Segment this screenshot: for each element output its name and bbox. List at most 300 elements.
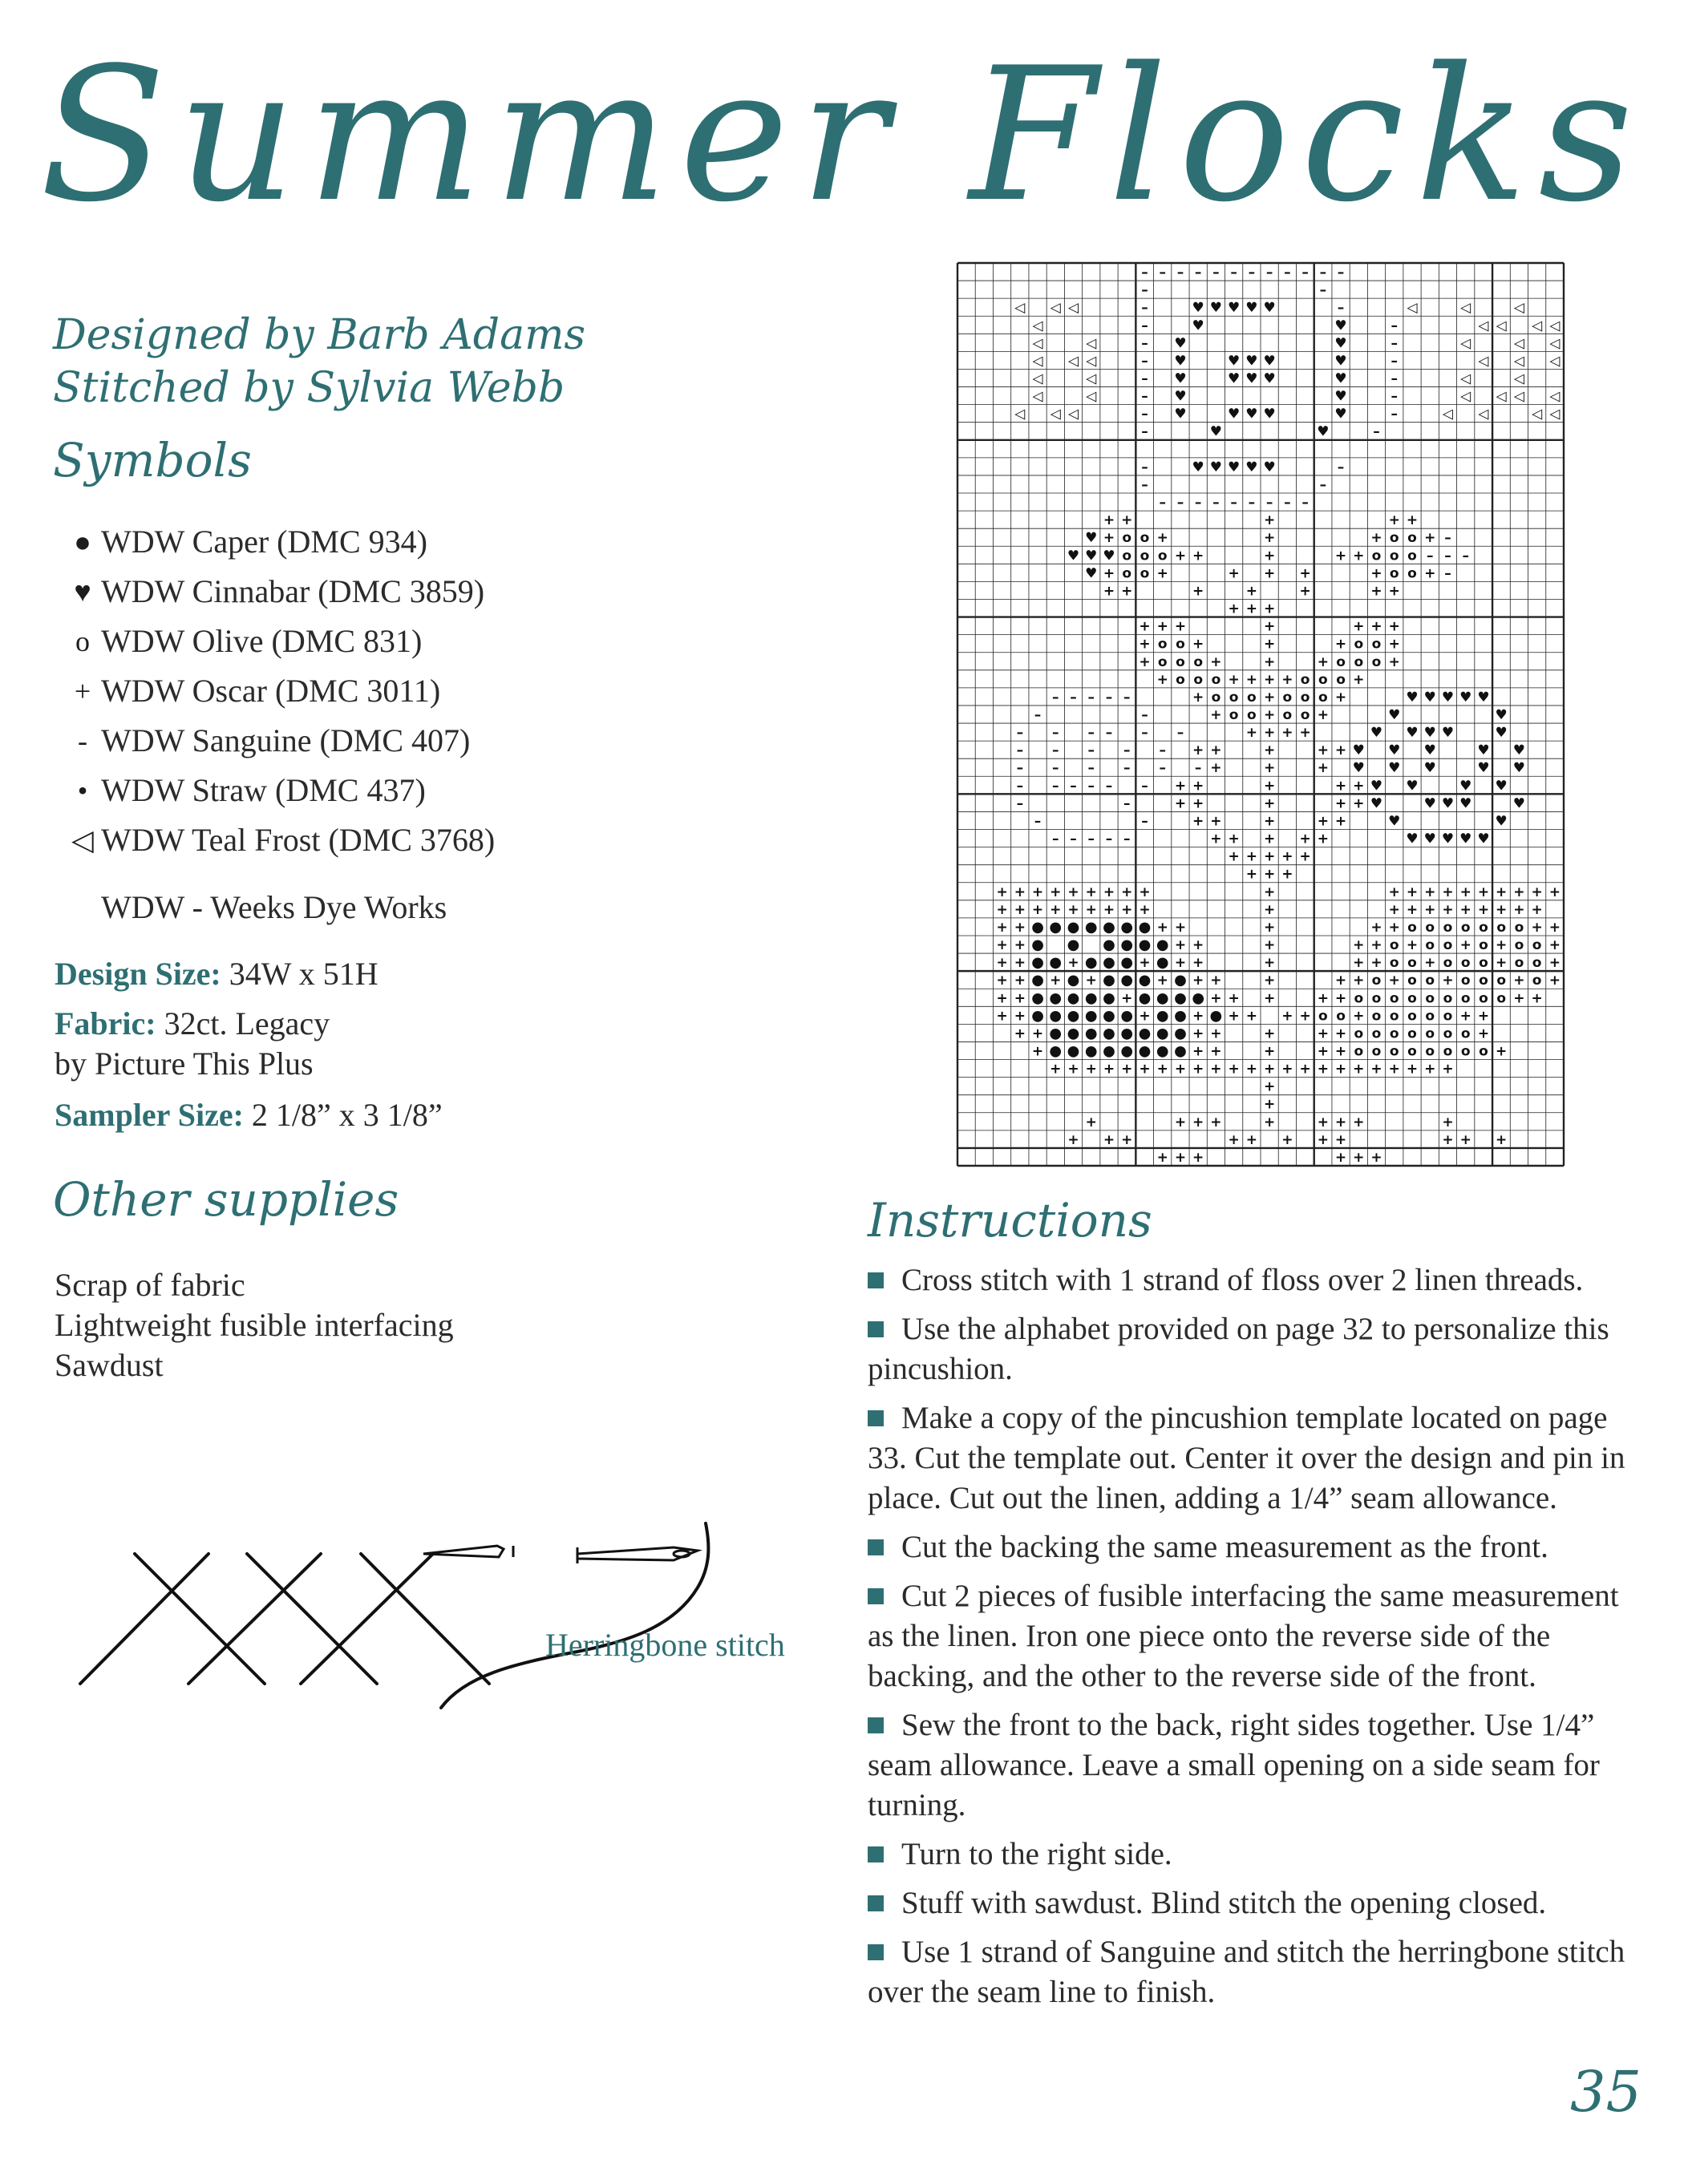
oscar-stitch: + <box>1263 973 1276 989</box>
oscar-stitch: + <box>1050 901 1062 918</box>
square-bullet-icon <box>868 1539 884 1555</box>
olive-stitch: o <box>1247 689 1257 706</box>
cinnabar-stitch: ♥ <box>1423 725 1436 742</box>
caper-stitch: ● <box>1120 1042 1134 1060</box>
caper-stitch: ● <box>1103 936 1115 954</box>
cinnabar-stitch: ♥ <box>1174 335 1187 352</box>
olive-stitch: o <box>1407 973 1417 989</box>
sanguine-stitch: – <box>1159 265 1166 281</box>
cinnabar-stitch: ♥ <box>1423 760 1436 777</box>
oscar-stitch: + <box>1388 919 1400 936</box>
olive-stitch: o <box>1389 955 1399 972</box>
olive-stitch: o <box>1371 1008 1382 1025</box>
stitch-line <box>188 1554 321 1684</box>
olive-stitch: o <box>1140 548 1150 564</box>
oscar-stitch: + <box>1442 1131 1454 1148</box>
oscar-stitch: + <box>1067 1131 1079 1148</box>
oscar-stitch: + <box>1192 583 1204 600</box>
oscar-stitch: + <box>1459 1131 1471 1148</box>
teal-frost-stitch: ◁ <box>1032 370 1043 387</box>
teal-frost-stitch: ◁ <box>1086 370 1097 387</box>
caper-stitch: ● <box>1138 1025 1152 1042</box>
olive-stitch: o <box>1247 707 1257 723</box>
oscar-stitch: + <box>1334 1061 1347 1078</box>
oscar-stitch: + <box>1085 901 1097 918</box>
olive-stitch: o <box>1496 973 1507 989</box>
oscar-stitch: + <box>1263 725 1276 742</box>
oscar-stitch: + <box>1156 973 1168 989</box>
cinnabar-stitch: ♥ <box>1245 459 1258 475</box>
sanguine-stitch: – <box>1123 831 1131 847</box>
caper-stitch: ● <box>1084 954 1098 972</box>
olive-stitch: o <box>1371 636 1382 653</box>
symbol-label: WDW Olive (DMC 831) <box>101 623 423 659</box>
teal-frost-stitch: ◁ <box>1407 300 1418 317</box>
symbol-item <box>64 716 495 766</box>
oscar-stitch: + <box>1388 618 1400 635</box>
oscar-stitch: + <box>1370 919 1382 936</box>
square-bullet-icon <box>868 1272 884 1288</box>
oscar-stitch: + <box>1103 901 1115 918</box>
oscar-stitch: + <box>1139 901 1151 918</box>
oscar-stitch: + <box>1192 1149 1204 1166</box>
sanguine-stitch: – <box>1034 707 1042 723</box>
oscar-stitch: + <box>1263 1025 1276 1042</box>
caper-stitch: ● <box>1156 1042 1169 1060</box>
sanguine-stitch: – <box>1123 760 1131 777</box>
teal-frost-stitch: ◁ <box>1460 335 1471 352</box>
oscar-stitch: + <box>1496 955 1508 972</box>
cinnabar-stitch: ♥ <box>1174 388 1187 405</box>
sanguine-stitch: – <box>1087 689 1095 706</box>
olive-stitch: o <box>1425 1025 1435 1042</box>
cinnabar-stitch: ♥ <box>1388 707 1401 723</box>
oscar-stitch: + <box>1192 1043 1204 1060</box>
cinnabar-stitch: ♥ <box>1406 725 1419 742</box>
caper-stitch: ● <box>1156 1025 1169 1042</box>
oscar-stitch: + <box>1174 1061 1187 1078</box>
oscar-stitch: + <box>1548 937 1561 954</box>
olive-stitch: o <box>1532 955 1542 972</box>
caper-stitch: ● <box>1031 1007 1044 1025</box>
caper-stitch: ● <box>1031 936 1044 954</box>
cinnabar-stitch: ♥ <box>1085 530 1098 547</box>
cinnabar-stitch: ♥ <box>1406 778 1419 795</box>
instruction-item: Cut the backing the same measurement as the front. <box>868 1527 1646 1567</box>
caper-stitch: ● <box>1049 1007 1063 1025</box>
needle-icon <box>577 1547 698 1563</box>
sanguine-stitch: – <box>1141 423 1148 440</box>
oscar-stitch: + <box>1513 990 1525 1007</box>
teal-frost-stitch: ◁ <box>1050 300 1061 317</box>
oscar-stitch: + <box>1210 813 1222 830</box>
olive-stitch: o <box>1211 671 1221 688</box>
olive-stitch: o <box>1193 653 1204 670</box>
cinnabar-stitch: ♥ <box>1441 725 1455 742</box>
oscar-stitch: + <box>1353 548 1365 564</box>
oscar-stitch: + <box>1424 1061 1436 1078</box>
cinnabar-stitch: ♥ <box>1245 300 1258 317</box>
caper-stitch: ● <box>1120 1007 1134 1025</box>
oscar-stitch: + <box>1031 1025 1044 1042</box>
olive-stitch: o <box>1460 990 1471 1007</box>
sanguine-stitch: – <box>1391 406 1399 423</box>
oscar-stitch: + <box>1370 1149 1382 1166</box>
cinnabar-stitch: ♥ <box>1459 831 1472 847</box>
caper-stitch: ● <box>1049 918 1063 936</box>
olive-stitch: o <box>1122 530 1132 547</box>
cinnabar-stitch: ♥ <box>1512 760 1526 777</box>
olive-stitch: o <box>1318 689 1328 706</box>
sanguine-stitch: – <box>1391 317 1399 334</box>
oscar-stitch: + <box>1353 937 1365 954</box>
oscar-stitch: + <box>1210 1025 1222 1042</box>
cinnabar-stitch: ♥ <box>1192 459 1204 475</box>
oscar-stitch: + <box>996 901 1008 918</box>
sanguine-stitch: – <box>1265 495 1273 512</box>
oscar-stitch: + <box>1192 689 1204 706</box>
oscar-stitch: + <box>1014 884 1026 900</box>
sanguine-stitch: – <box>1194 495 1202 512</box>
oscar-stitch: + <box>1263 707 1276 723</box>
teal-frost-stitch: ◁ <box>1067 300 1079 317</box>
olive-stitch: o <box>1479 1043 1488 1060</box>
oscar-stitch: + <box>1513 901 1525 918</box>
oscar-stitch: + <box>1496 884 1508 900</box>
sanguine-stitch: – <box>1301 265 1309 281</box>
oscar-stitch: + <box>1263 1096 1276 1113</box>
cinnabar-stitch: ♥ <box>1245 406 1258 423</box>
oscar-stitch: + <box>1031 884 1044 900</box>
oscar-stitch: + <box>1388 636 1400 653</box>
oscar-stitch: + <box>1263 548 1276 564</box>
oscar-stitch: + <box>1210 973 1222 989</box>
oscar-stitch: + <box>1210 1114 1222 1130</box>
olive-stitch: o <box>1354 1043 1364 1060</box>
oscar-stitch: + <box>1299 831 1311 847</box>
caper-stitch: ● <box>1084 918 1098 936</box>
caper-stitch: ● <box>1138 1042 1152 1060</box>
oscar-stitch: + <box>1050 1061 1062 1078</box>
sanguine-stitch: – <box>1070 689 1077 706</box>
oscar-stitch: + <box>1192 778 1204 795</box>
symbol-label: WDW Caper (DMC 934) <box>101 524 427 560</box>
oscar-stitch: + <box>1192 742 1204 759</box>
oscar-stitch: + <box>1334 973 1347 989</box>
sanguine-stitch: – <box>1337 300 1345 317</box>
cinnabar-stitch: ♥ <box>1209 459 1223 475</box>
oscar-stitch: + <box>1317 831 1329 847</box>
oscar-stitch: + <box>1014 919 1026 936</box>
page-title: Summer Flocks <box>39 29 1645 243</box>
cinnabar-stitch: ♥ <box>1228 370 1241 387</box>
caper-stitch: ● <box>1067 936 1080 954</box>
fabric-value: 32ct. Legacy <box>164 1005 330 1041</box>
oscar-stitch: + <box>1210 831 1222 847</box>
design-size <box>55 954 378 994</box>
supplies-list <box>55 1265 454 1385</box>
olive-stitch: o <box>1443 937 1453 954</box>
square-bullet-icon <box>868 1321 884 1337</box>
oscar-stitch: + <box>1210 1043 1222 1060</box>
stitch-line <box>301 1554 433 1684</box>
oscar-stitch: + <box>1353 955 1365 972</box>
oscar-stitch: + <box>1370 618 1382 635</box>
sanguine-stitch: – <box>1141 353 1148 370</box>
olive-stitch: o <box>1140 530 1150 547</box>
olive-stitch: o <box>1496 919 1507 936</box>
sanguine-stitch: – <box>1052 760 1059 777</box>
oscar-stitch: + <box>1370 530 1382 547</box>
teal-frost-stitch: ◁ <box>1478 317 1489 334</box>
caper-stitch: ● <box>1156 936 1169 954</box>
olive-stitch: o <box>1460 1043 1471 1060</box>
square-bullet-icon <box>868 1895 884 1911</box>
sanguine-stitch: – <box>1052 831 1059 847</box>
cinnabar-stitch: ♥ <box>1477 760 1490 777</box>
olive-stitch: o <box>1443 955 1453 972</box>
oscar-stitch: + <box>1014 955 1026 972</box>
cinnabar-stitch: ♥ <box>1263 353 1276 370</box>
oscar-stitch: + <box>1388 653 1400 670</box>
sanguine-stitch: – <box>1016 725 1024 742</box>
cinnabar-stitch: ♥ <box>1388 742 1401 759</box>
oscar-stitch: + <box>1424 884 1436 900</box>
caper-stitch: ● <box>1120 936 1134 954</box>
teal-frost-stitch: ◁ <box>1032 317 1043 334</box>
oscar-stitch: + <box>1263 742 1276 759</box>
caper-stitch: ● <box>1156 954 1169 972</box>
cinnabar-stitch: ♥ <box>1067 548 1080 564</box>
caper-stitch: ● <box>1192 989 1205 1007</box>
caper-stitch: ● <box>1174 989 1187 1007</box>
teal-frost-stitch: ◁ <box>1478 353 1489 370</box>
olive-stitch: o <box>1157 636 1168 653</box>
sanguine-stitch: – <box>1373 423 1380 440</box>
oscar-stitch: + <box>1050 884 1062 900</box>
oscar-stitch: + <box>1496 1043 1508 1060</box>
olive-stitch: o <box>1407 919 1417 936</box>
sanguine-stitch: – <box>1159 495 1166 512</box>
cinnabar-stitch: ♥ <box>1192 317 1204 334</box>
instruction-item: Turn to the right side. <box>868 1834 1646 1875</box>
oscar-stitch: + <box>1406 512 1419 529</box>
caper-stitch: ● <box>1138 936 1152 954</box>
sanguine-stitch: – <box>1016 795 1024 812</box>
oscar-stitch: + <box>1245 671 1258 688</box>
stitch-line <box>80 1554 208 1684</box>
oscar-stitch: + <box>1210 653 1222 670</box>
cinnabar-stitch: ♥ <box>1370 778 1383 795</box>
olive-stitch: o <box>1460 955 1471 972</box>
teal-frost-stitch: ◁ <box>1478 406 1489 423</box>
oscar-stitch: + <box>1334 548 1347 564</box>
sanguine-stitch: – <box>1230 495 1237 512</box>
sampler-size-label: Sampler Size: <box>55 1097 244 1133</box>
oscar-stitch: + <box>1210 1061 1222 1078</box>
oscar-stitch: + <box>1103 1131 1115 1148</box>
olive-stitch: o <box>1371 1025 1382 1042</box>
oscar-stitch: + <box>1548 955 1561 972</box>
wdw-note: WDW - Weeks Dye Works <box>101 889 447 925</box>
olive-stitch: o <box>1211 689 1221 706</box>
oscar-stitch: + <box>1156 530 1168 547</box>
oscar-stitch: + <box>1317 813 1329 830</box>
cinnabar-stitch: ♥ <box>1263 300 1276 317</box>
oscar-stitch: + <box>1228 1008 1240 1025</box>
caper-stitch: ● <box>1209 1007 1223 1025</box>
instruction-item: Cross stitch with 1 strand of floss over 2 linen threads. <box>868 1260 1646 1300</box>
olive-stitch: o <box>1407 530 1417 547</box>
instruction-item: Stuff with sawdust. Blind stitch the opening closed. <box>868 1883 1646 1923</box>
sanguine-stitch: – <box>1141 335 1148 352</box>
oscar-stitch: + <box>1281 1061 1293 1078</box>
cinnabar-stitch: ♥ <box>1085 548 1098 564</box>
cinnabar-stitch: ♥ <box>1209 423 1223 440</box>
teal-frost-stitch: ◁ <box>1014 300 1026 317</box>
oscar-stitch: + <box>1317 1114 1329 1130</box>
oscar-stitch: + <box>1263 1061 1276 1078</box>
cinnabar-stitch: ♥ <box>1103 548 1115 564</box>
oscar-stitch: + <box>1228 831 1240 847</box>
cinnabar-stitch: ♥ <box>1495 707 1508 723</box>
sanguine-stitch: – <box>1444 530 1451 547</box>
stitch-line <box>361 1554 489 1684</box>
sanguine-stitch: – <box>1230 265 1237 281</box>
oscar-stitch: + <box>996 973 1008 989</box>
olive-stitch: o <box>1407 548 1417 564</box>
caper-stitch: ● <box>1103 972 1115 989</box>
oscar-stitch: + <box>1174 1149 1187 1166</box>
oscar-stitch: + <box>1192 937 1204 954</box>
caper-stitch: ● <box>1120 954 1134 972</box>
sanguine-stitch: – <box>1284 265 1291 281</box>
oscar-stitch: + <box>1121 1131 1133 1148</box>
sanguine-stitch: – <box>1052 725 1059 742</box>
oscar-stitch: + <box>1014 1008 1026 1025</box>
page-number: 35 <box>1570 2059 1642 2125</box>
olive-stitch: o <box>1460 919 1471 936</box>
teal-frost-stitch: ◁ <box>1513 370 1524 387</box>
olive-stitch: o <box>1371 548 1382 564</box>
cinnabar-stitch: ♥ <box>1334 317 1347 334</box>
olive-stitch: o <box>1193 671 1204 688</box>
oscar-plus-icon: + <box>74 675 91 707</box>
cinnabar-stitch: ♥ <box>1334 353 1347 370</box>
cinnabar-stitch: ♥ <box>1370 725 1383 742</box>
olive-stitch: o <box>1389 565 1399 582</box>
oscar-stitch: + <box>1121 990 1133 1007</box>
oscar-stitch: + <box>1442 884 1454 900</box>
sanguine-stitch: – <box>1176 725 1184 742</box>
cinnabar-stitch: ♥ <box>1334 335 1347 352</box>
sanguine-stitch: – <box>1194 265 1202 281</box>
symbol-label: WDW Oscar (DMC 3011) <box>101 673 441 709</box>
oscar-stitch: + <box>1299 725 1311 742</box>
oscar-stitch: + <box>1174 548 1187 564</box>
oscar-stitch: + <box>1245 848 1258 865</box>
oscar-stitch: + <box>1388 512 1400 529</box>
teal-frost-stitch: ◁ <box>1549 317 1561 334</box>
olive-stitch: o <box>1336 1008 1346 1025</box>
oscar-stitch: + <box>1263 1114 1276 1130</box>
olive-stitch: o <box>1479 973 1488 989</box>
oscar-stitch: + <box>1210 707 1222 723</box>
oscar-stitch: + <box>1263 831 1276 847</box>
supply-item: Scrap of fabric <box>55 1267 245 1303</box>
teal-frost-stitch: ◁ <box>1496 388 1507 405</box>
cinnabar-stitch: ♥ <box>1406 689 1419 706</box>
instructions-heading: Instructions <box>868 1193 1152 1248</box>
olive-stitch: o <box>1443 1043 1453 1060</box>
sanguine-stitch: – <box>1141 265 1148 281</box>
square-bullet-icon <box>868 1588 884 1604</box>
sampler-size-value: 2 1/8” x 3 1/8” <box>251 1097 443 1133</box>
oscar-stitch: + <box>996 884 1008 900</box>
olive-stitch: o <box>1496 990 1507 1007</box>
oscar-stitch: + <box>1424 901 1436 918</box>
oscar-stitch: + <box>1192 795 1204 812</box>
oscar-stitch: + <box>1477 1025 1490 1042</box>
cinnabar-heart-icon: ♥ <box>74 576 91 608</box>
oscar-stitch: + <box>1263 901 1276 918</box>
straw-dot-icon: • <box>77 775 88 807</box>
cinnabar-stitch: ♥ <box>1228 459 1241 475</box>
thread-line <box>441 1523 708 1708</box>
olive-stitch: o <box>1282 707 1293 723</box>
olive-stitch: o <box>1425 919 1435 936</box>
oscar-stitch: + <box>1496 1131 1508 1148</box>
oscar-stitch: + <box>1014 1025 1026 1042</box>
caper-stitch: ● <box>1084 1007 1098 1025</box>
oscar-stitch: + <box>1263 530 1276 547</box>
sanguine-stitch: – <box>1444 565 1451 582</box>
oscar-stitch: + <box>1174 795 1187 812</box>
teal-frost-stitch: ◁ <box>1549 353 1561 370</box>
olive-stitch: o <box>1514 937 1524 954</box>
oscar-stitch: + <box>1317 1043 1329 1060</box>
oscar-stitch: + <box>1245 1008 1258 1025</box>
cinnabar-stitch: ♥ <box>1423 795 1436 812</box>
sanguine-stitch: – <box>1141 813 1148 830</box>
caper-stitch: ● <box>1067 972 1080 989</box>
oscar-stitch: + <box>1353 671 1365 688</box>
olive-stitch: o <box>1354 653 1364 670</box>
olive-stitch: o <box>1407 955 1417 972</box>
oscar-stitch: + <box>1299 1061 1311 1078</box>
caper-stitch: ● <box>1049 989 1063 1007</box>
sanguine-stitch: – <box>1141 370 1148 387</box>
caper-stitch: ● <box>1156 1007 1169 1025</box>
symbol-item <box>64 567 495 617</box>
oscar-stitch: + <box>1263 671 1276 688</box>
symbol-label: WDW Sanguine (DMC 407) <box>101 722 471 758</box>
olive-stitch: o <box>1532 937 1542 954</box>
oscar-stitch: + <box>1263 760 1276 777</box>
olive-stitch: o <box>1443 1008 1453 1025</box>
teal-frost-stitch: ◁ <box>1050 406 1061 423</box>
oscar-stitch: + <box>1174 778 1187 795</box>
sanguine-stitch: – <box>1070 831 1077 847</box>
oscar-stitch: + <box>1263 565 1276 582</box>
sanguine-stitch: – <box>1176 495 1184 512</box>
cinnabar-stitch: ♥ <box>1495 725 1508 742</box>
oscar-stitch: + <box>1121 884 1133 900</box>
sanguine-stitch: – <box>1087 778 1095 795</box>
oscar-stitch: + <box>1299 1008 1311 1025</box>
cinnabar-stitch: ♥ <box>1192 300 1204 317</box>
oscar-stitch: + <box>1139 653 1151 670</box>
